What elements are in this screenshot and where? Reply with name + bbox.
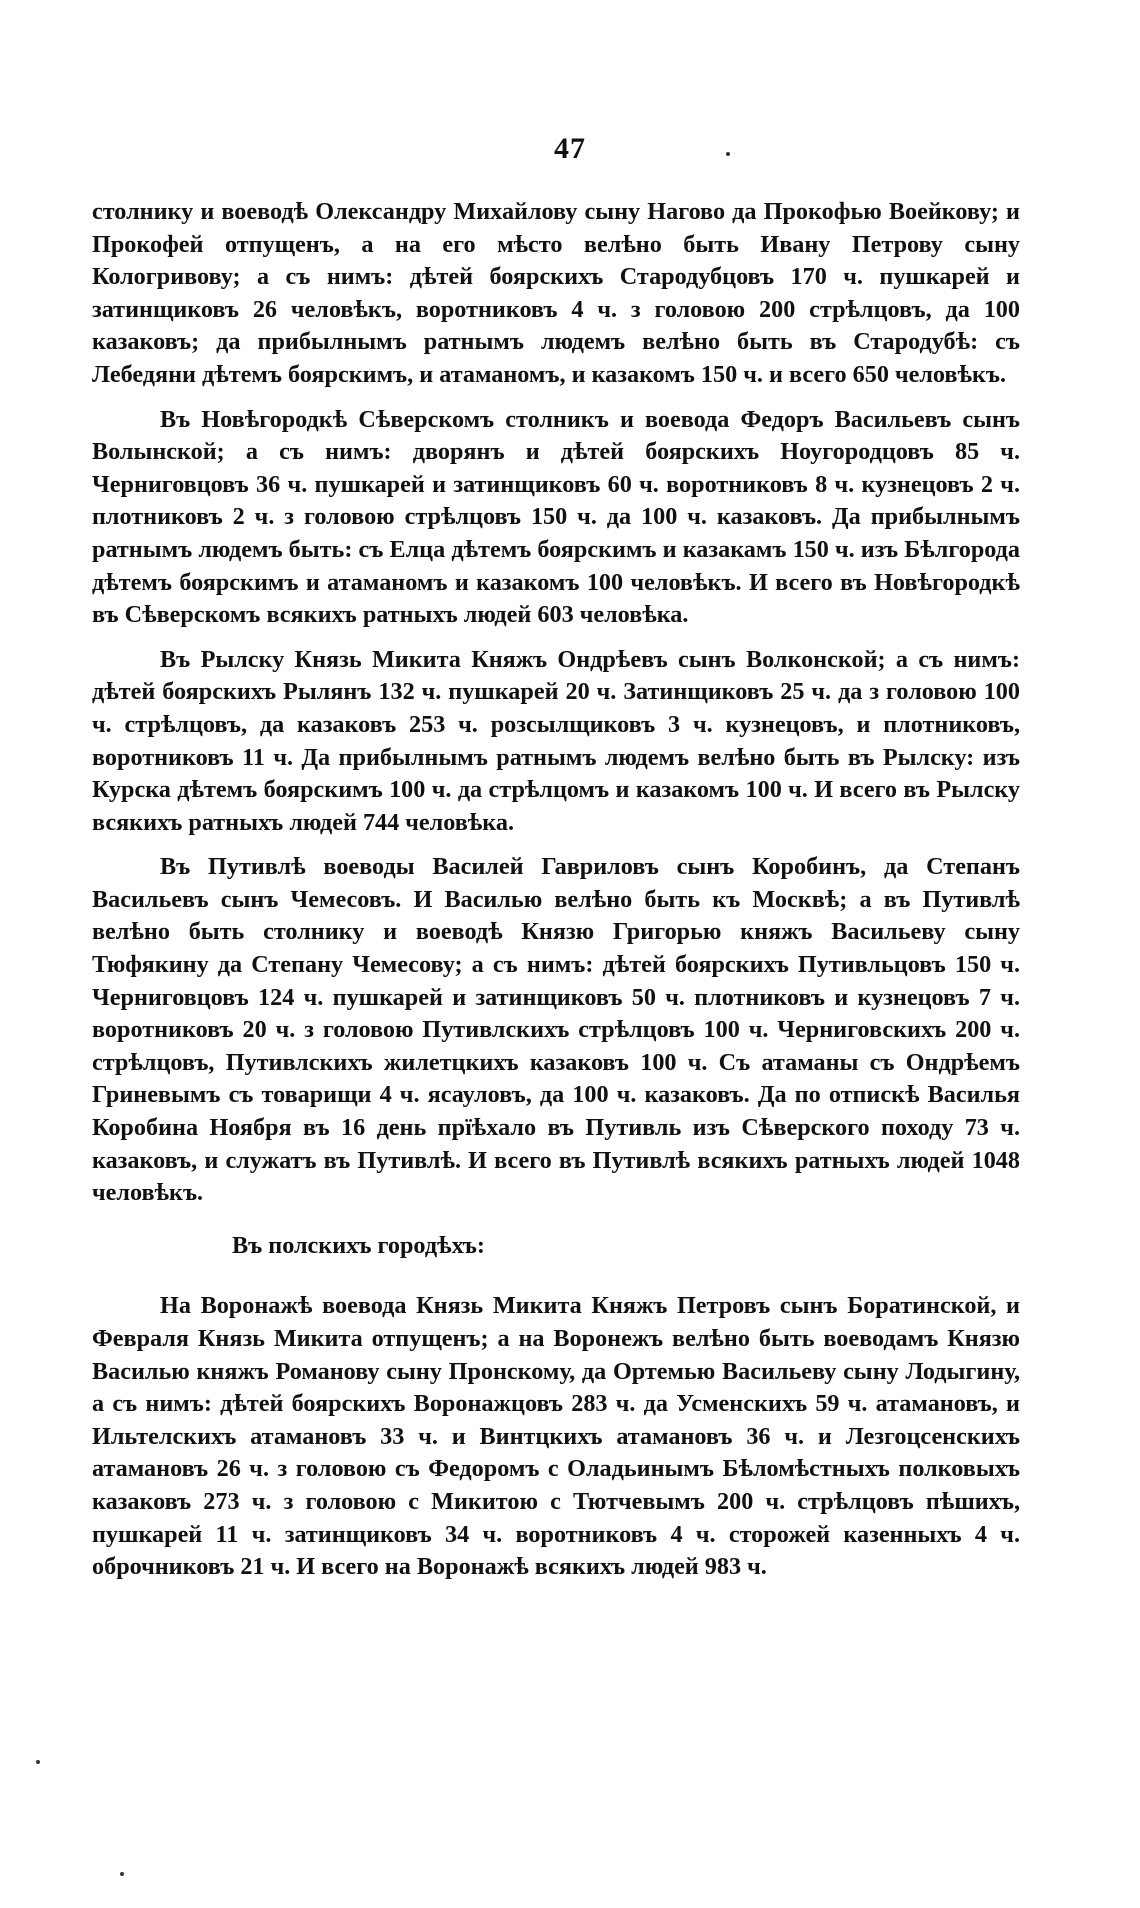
section-heading: Въ полскихъ городѣхъ: <box>232 1231 485 1259</box>
paragraph-putivl: Въ Путивлѣ воеводы Василей Гавриловъ сынъ Коробинъ, да Степанъ Васильевъ сынъ Чемесовъ. И Василью велѣно быть къ Москвѣ; а въ Путивлѣ велѣно быть столнику и воеводѣ Князю Григорью княжъ Васильеву сыну Тюфякину да Степану Чемесову; а съ нимъ: дѣтей боярскихъ Путивльцовъ 150 ч. Черниговцовъ 124 ч. пушкарей и затинщиковъ 50 ч. плотниковъ и кузнецовъ 7 ч. воротниковъ 20 ч. з головою Путивлскихъ стрѣлцовъ 100 ч. Черниговскихъ 200 ч. стрѣлцовъ, Путивлскихъ жилетцкихъ казаковъ 100 ч. Съ атаманы съ Ондрѣемъ Гриневымъ съ товарищи 4 ч. ясауловъ, да 100 ч. казаковъ. Да по отпискѣ Василья Коробина Ноября въ 16 день прїѣхало въ Путивль изъ Сѣверского походу 73 ч. казаковъ, и служатъ въ Путивлѣ. И всего въ Путивлѣ всякихъ ратныхъ людей 1048 человѣкъ. <box>92 853 1020 1207</box>
paragraph-voronezh: На Воронажѣ воевода Князь Микита Княжъ Петровъ сынъ Боратинской, и Февраля Князь Микита отпущенъ; а на Воронежъ велѣно быть воеводамъ Князю Василью княжъ Романову сыну Пронскому, да Ортемью Васильеву сыну Лодыгину, а съ нимъ: дѣтей боярскихъ Воронажцовъ 283 ч. да Усменскихъ 59 ч. атамановъ, и Ильтелскихъ атамановъ 33 ч. и Винтцкихъ атамановъ 36 ч. и Лезгоцсенскихъ атамановъ 26 ч. з головою съ Федоромъ с Оладьинымъ Бѣломѣстныхъ полковыхъ казаковъ 273 ч. з головою с Микитою с Тютчевымъ 200 ч. стрѣлцовъ пѣшихъ, пушкарей 11 ч. затинщиковъ 34 ч. воротниковъ 4 ч. сторожей казенныхъ 4 ч. оброчниковъ 21 ч. И всего на Воронажѣ всякихъ людей 983 ч. <box>92 1292 1020 1581</box>
scan-speck <box>120 1872 124 1876</box>
scan-speck <box>726 152 730 156</box>
scan-speck <box>36 1760 40 1764</box>
paragraph-starodub: столнику и воеводѣ Олександру Михайлову сыну Нагово да Прокофью Воейкову; и Прокофей отпущенъ, а на его мѣсто велѣно быть Ивану Петрову сыну Кологривову; а съ нимъ: дѣтей боярскихъ Стародубцовъ 170 ч. пушкарей и затинщиковъ 26 человѣкъ, воротниковъ 4 ч. з головою 200 стрѣлцовъ, да 100 казаковъ; да прибылнымъ ратнымъ людемъ велѣно быть въ Стародубѣ: съ Лебедяни дѣтемъ боярскимъ, и атаманомъ, и казакомъ 150 ч. и всего 650 человѣкъ. <box>92 198 1020 388</box>
paragraph-rylsk: Въ Рылску Князь Микита Княжъ Ондрѣевъ сынъ Волконской; а съ нимъ: дѣтей боярскихъ Рылянъ 132 ч. пушкарей 20 ч. Затинщиковъ 25 ч. да з головою 100 ч. стрѣлцовъ, да казаковъ 253 ч. розсылщиковъ 3 ч. кузнецовъ, и плотниковъ, воротниковъ 11 ч. Да прибылнымъ ратнымъ людемъ велѣно быть въ Рылску: изъ Курска дѣтемъ боярскимъ 100 ч. да стрѣлцомъ и казакомъ 100 ч. И всего въ Рылску всякихъ ратныхъ людей 744 человѣка. <box>92 645 1020 836</box>
paragraph-novgorodok: Въ Новѣгородкѣ Сѣверскомъ столникъ и воевода Федоръ Васильевъ сынъ Волынской; а съ нимъ: дворянъ и дѣтей боярскихъ Ноугородцовъ 85 ч. Черниговцовъ 36 ч. пушкарей и затинщиковъ 60 ч. воротниковъ 8 ч. кузнецовъ 2 ч. плотниковъ 2 ч. з головою стрѣлцовъ 150 ч. да 100 ч. казаковъ. Да прибылнымъ ратнымъ людемъ быть: съ Елца дѣтемъ боярскимъ и казакамъ 150 ч. изъ Бѣлгорода дѣтемъ боярскимъ и атаманомъ и казакомъ 100 человѣкъ. И всего въ Новѣгородкѣ въ Сѣверскомъ всякихъ ратныхъ людей 603 человѣка. <box>92 405 1020 629</box>
text-body <box>92 196 1020 1596</box>
page-number: 47 <box>554 132 586 165</box>
